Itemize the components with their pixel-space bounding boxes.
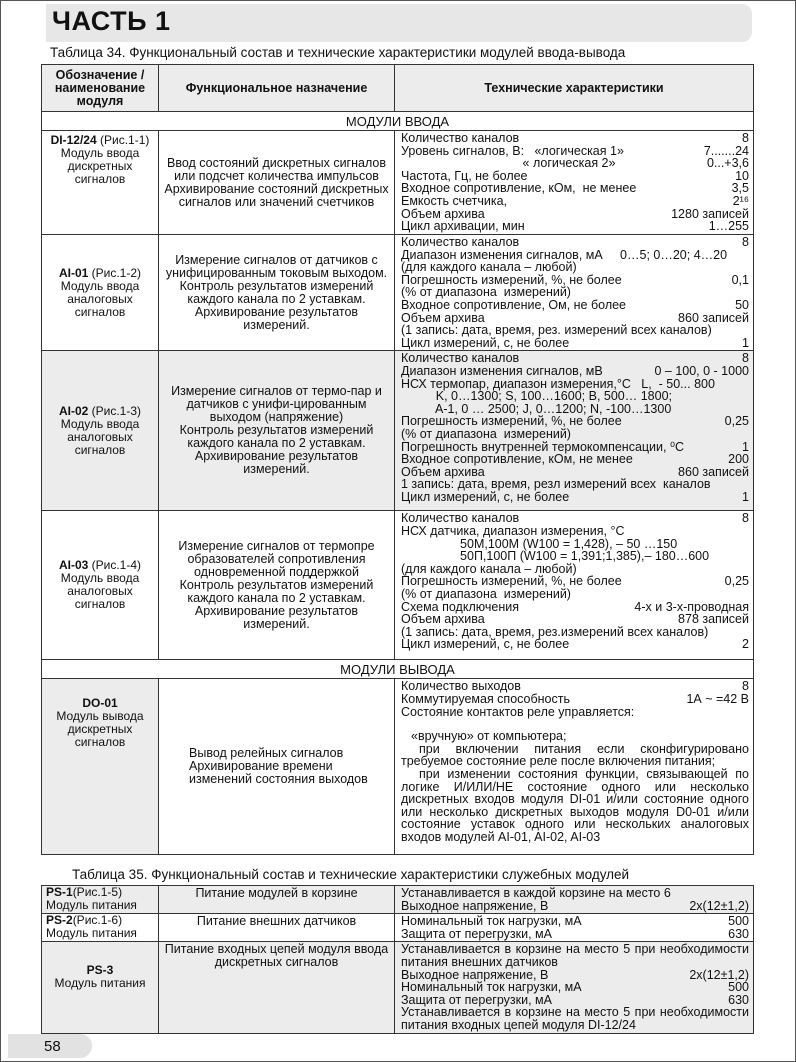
spec-label: (% от диапазона измерений)	[401, 285, 571, 300]
spec-value: 500	[728, 914, 749, 929]
function-line: Архивирование времени изменений состояния выходов	[189, 759, 368, 787]
spec-note: Устанавливается в каждой корзине на место 6	[401, 886, 671, 900]
module-specs-cell	[395, 235, 754, 351]
spec-value: 8	[742, 511, 749, 526]
table-row-di-12-24	[42, 131, 754, 235]
spec-line	[401, 195, 749, 208]
module-specs-cell	[395, 914, 754, 942]
spec-value: 1280 записей	[671, 206, 749, 221]
spec-value: 2х(12±1,2)	[689, 967, 749, 982]
spec-value: 8	[742, 235, 749, 249]
spec-label: Уровень сигналов, В: «логическая 1»	[401, 143, 624, 158]
spec-label: (для каждого канала – любой)	[401, 260, 577, 275]
spec-line	[401, 132, 749, 145]
spec-line	[401, 324, 749, 337]
spec-line	[401, 550, 749, 563]
module-specs-cell	[395, 511, 754, 660]
spec-line	[401, 928, 749, 941]
table-35-caption: Таблица 35. Функциональный состав и технические характеристики служебных модулей	[72, 867, 630, 882]
section-row-input	[42, 112, 754, 131]
module-function-cell	[159, 511, 395, 660]
spec-line	[401, 390, 749, 403]
table-row-ps-3	[42, 942, 754, 1033]
spec-label: Объем архива	[401, 310, 485, 325]
spec-label: Погрешность измерений, %, не более	[401, 414, 622, 429]
spec-value: 200	[728, 452, 749, 467]
spec-label: Объем архива	[401, 612, 485, 627]
function-line: Вывод релейных сигналов	[189, 746, 344, 761]
spec-line	[401, 981, 749, 994]
spec-line	[401, 613, 749, 626]
module-code: DO-01	[82, 696, 118, 711]
module-function-cell	[159, 886, 395, 914]
module-function	[189, 747, 390, 786]
module-specs-cell	[395, 131, 754, 235]
module-figure-ref: (Рис.1-1)	[96, 133, 150, 147]
module-function-cell	[159, 679, 395, 855]
spec-line	[401, 900, 749, 913]
function-line: Архивирование результатов измерений.	[194, 449, 359, 477]
module-name-cell	[42, 679, 159, 855]
spec-label: Номинальный ток нагрузки, мА	[401, 980, 582, 995]
spec-label: Объем архива	[401, 464, 485, 479]
spec-value: 3,5	[731, 181, 749, 196]
function-line: Питание входных цепей модуля ввода дискретных сигналов	[164, 942, 389, 970]
section-row-output	[42, 660, 754, 679]
page-title: ЧАСТЬ 1	[52, 6, 171, 36]
module-figure-ref: (Рис.1-5)	[72, 885, 123, 899]
function-line: Измерение сигналов от датчиков с унифицированным токовым выходом.	[165, 252, 388, 280]
spec-label: Погрешность внутренней термокомпенсации, ⁰С	[401, 439, 685, 454]
module-figure-ref: (Рис.1-6)	[72, 913, 123, 928]
spec-label: Погрешность измерений, %, не более	[401, 574, 622, 589]
spec-value: 8	[742, 679, 749, 694]
module-name: Модуль ввода аналоговых сигналов	[60, 416, 140, 457]
spec-label: Схема подключения	[401, 599, 519, 614]
spec-label: Коммутируемая способность	[401, 691, 570, 706]
module-name-cell	[42, 914, 159, 942]
module-function-cell	[159, 235, 395, 351]
relay-control-paragraph: «вручную» от компьютера;	[411, 729, 567, 744]
section-output-modules: МОДУЛИ ВЫВОДА	[42, 660, 754, 679]
module-function-cell	[159, 351, 395, 511]
page-number: 58	[44, 1038, 61, 1055]
spec-value: 630	[728, 992, 749, 1007]
function-line: Контроль результатов измерений каждого канала по 2 уставкам.	[179, 278, 374, 306]
spec-value: 0,1	[731, 272, 749, 287]
spec-value: 1…255	[708, 219, 749, 234]
spec-label: 50П,100П (W100 = 1,391;1,385),– 180…600	[401, 549, 710, 564]
spec-value: 1	[742, 335, 749, 350]
module-name-cell	[42, 942, 159, 1033]
table-row-do-01	[42, 679, 754, 855]
spec-value: 0,25	[724, 414, 749, 429]
module-name: Модуль питания	[54, 976, 146, 991]
module-name-cell	[42, 351, 159, 511]
spec-label: 1 запись: дата, время, резл измерений всех каналов	[401, 477, 711, 492]
spec-label: Диапазон изменения сигналов, мА 0…5; 0…20; 4…20	[401, 247, 728, 262]
table-row-ps-1	[42, 886, 754, 914]
spec-note: Устанавливается в корзине на место 5 при необходимости питания внешних датчиков	[401, 942, 749, 969]
spec-value: 860 записей	[678, 310, 749, 325]
spec-value: 630	[728, 926, 749, 941]
spec-label: K, 0…1300; S, 100…1600; B, 500… 1800;	[401, 389, 673, 404]
spec-line	[401, 693, 749, 706]
function-line: Питание модулей в корзине	[195, 886, 358, 900]
spec-label: Цикл измерений, с, не более	[401, 489, 570, 504]
module-figure-ref: (Рис.1-4)	[88, 558, 142, 573]
spec-label: НСХ термопар, диапазон измерения,°С L, - 50... 800	[401, 376, 715, 391]
spec-label: Выходное напряжение, В	[401, 967, 549, 982]
table-34	[41, 64, 754, 855]
module-name: Модуль вывода дискретных сигналов	[56, 709, 144, 750]
module-function-cell	[159, 131, 395, 235]
spec-label: Выходное напряжение, В	[401, 898, 549, 913]
spec-line	[401, 428, 749, 441]
function-line: Измерение сигналов от термопре образователей сопротивления одновременной поддержкой	[178, 538, 375, 579]
spec-label: Количество каналов	[401, 511, 520, 526]
spec-label: Частота, Гц, не более	[401, 168, 528, 183]
module-name-cell	[42, 886, 159, 914]
function-line: Контроль результатов измерений каждого канала по 2 уставкам.	[179, 577, 374, 605]
spec-label: Объем архива	[401, 206, 485, 221]
table-header-row	[42, 65, 754, 112]
spec-line	[401, 220, 749, 233]
module-code: AI-01	[58, 265, 89, 280]
module-name: Модуль ввода дискретных сигналов	[60, 146, 140, 186]
spec-label: Входное сопротивление, Ом, не более	[401, 297, 627, 312]
spec-label: Емкость счетчика,	[401, 193, 507, 208]
spec-label: (1 запись: дата, время, рез. измерений всех каналов)	[401, 323, 712, 338]
spec-value: 4-х и 3-х-проводная	[634, 599, 749, 614]
function-line: Архивирование результатов измерений.	[194, 603, 359, 631]
module-name: Модуль ввода аналоговых сигналов	[60, 571, 140, 612]
spec-label: Цикл архивации, мин	[401, 219, 525, 234]
spec-value: 1	[742, 489, 749, 504]
module-specs-cell	[395, 351, 754, 511]
module-name: Модуль питания	[46, 926, 137, 941]
module-code: DI-12/24	[50, 133, 97, 147]
module-code: AI-02	[58, 403, 89, 418]
col-header-function: Функциональное назначение	[159, 65, 395, 112]
module-code: PS-2	[46, 913, 73, 928]
spec-label: Количество выходов	[401, 679, 521, 694]
spec-label: A-1, 0 … 2500; J, 0…1200; N, -100…1300	[401, 401, 672, 416]
function-line: Контроль результатов измерений каждого канала по 2 уставкам.	[179, 423, 374, 451]
module-figure-ref: (Рис.1-2)	[88, 265, 142, 280]
spec-label: Защита от перегрузки, мА	[401, 926, 552, 941]
spec-value: 2¹⁶	[732, 193, 749, 208]
spec-value: 860 записей	[678, 464, 749, 479]
spec-label: Погрешность измерений, %, не более	[401, 272, 622, 287]
table-row-ai-02	[42, 351, 754, 511]
col-header-specs: Технические характеристики	[395, 65, 754, 112]
module-name: Модуль ввода аналоговых сигналов	[60, 278, 140, 319]
table-row-ps-2	[42, 914, 754, 942]
spec-label: Цикл измерений, с, не более	[401, 335, 570, 350]
relay-control-paragraph: при включении питания если сконфигурировано требуемое состояние реле после включения питания;	[401, 741, 749, 769]
module-specs-cell	[395, 679, 754, 855]
spec-value: 10	[735, 168, 749, 183]
spec-line	[401, 638, 749, 651]
spec-line	[401, 915, 749, 928]
module-name-cell	[42, 511, 159, 660]
spec-line	[401, 588, 749, 601]
section-input-modules: МОДУЛИ ВВОДА	[42, 112, 754, 131]
spec-note: Устанавливается в корзине на место 5 при необходимости питания входных цепей модуля DI-12/24	[401, 1005, 749, 1032]
spec-line	[401, 365, 749, 378]
spec-label: Цикл измерений, с, не более	[401, 637, 570, 652]
function-line: Архивирование результатов измерений.	[194, 304, 359, 332]
spec-value: 0 – 100, 0 - 1000	[654, 363, 749, 378]
spec-line	[401, 299, 749, 312]
spec-label: (% от диапазона измерений)	[401, 426, 571, 441]
spec-label: Диапазон изменения сигналов, мВ	[401, 363, 603, 378]
spec-label: 50М,100М (W100 = 1,428), – 50 …150	[401, 536, 678, 551]
module-specs-cell	[395, 942, 754, 1033]
spec-line	[401, 157, 749, 170]
spec-line	[401, 491, 749, 504]
spec-line	[401, 525, 749, 538]
module-code: AI-03	[58, 558, 89, 573]
spec-line	[401, 261, 749, 274]
spec-label: (1 запись: дата, время, рез.измерений всех каналов)	[401, 624, 709, 639]
spec-label: Входное сопротивление, кОм, не менее	[401, 181, 637, 196]
spec-value: 8	[742, 131, 749, 145]
spec-label: НСХ датчика, диапазон измерения, °С	[401, 523, 625, 538]
module-figure-ref: (Рис.1-3)	[88, 403, 142, 418]
spec-value: 1	[742, 439, 749, 454]
spec-label: Количество каналов	[401, 235, 520, 249]
table-35	[41, 885, 754, 1034]
spec-line	[401, 337, 749, 350]
spec-value: 2х(12±1,2)	[689, 898, 749, 913]
module-specs-cell	[395, 886, 754, 914]
spec-value: 500	[728, 980, 749, 995]
spec-label: Состояние контактов реле управляется:	[401, 704, 635, 719]
spec-value: 0...+3,6	[706, 156, 749, 171]
spec-value: 878 записей	[678, 612, 749, 627]
module-code: PS-3	[86, 963, 114, 978]
spec-line	[401, 453, 749, 466]
function-line: Питание внешних датчиков	[196, 914, 357, 929]
module-name-cell	[42, 235, 159, 351]
spec-line	[401, 236, 749, 249]
function-line: Измерение сигналов от термо-пар и датчиков с унифи-цированным выходом (напряжение)	[171, 384, 382, 425]
spec-label: Номинальный ток нагрузки, мА	[401, 914, 582, 929]
spec-label: Количество каналов	[401, 351, 520, 366]
module-name-cell	[42, 131, 159, 235]
module-code: PS-1	[46, 885, 73, 899]
function-line: Архивирование состояний дискретных сигналов или значений счетчиков	[164, 181, 389, 209]
relay-control-paragraph: при изменении состояния функции, связывающей по логике И/ИЛИ/НЕ состояние одного или несколько дискретных входов модуля DI-01 и/или состояние одного или несколько дискретных выходов модуля D0-01 и/или состояние уставок одного или нескольких аналоговых входов модулей AI-01, AI-02, AI-03	[401, 766, 749, 844]
spec-label: Входное сопротивление, кОм, не менее	[401, 452, 633, 467]
spec-line	[401, 706, 749, 719]
spec-label: « логическая 2»	[401, 156, 616, 171]
table-row-ai-01	[42, 235, 754, 351]
module-function-cell	[159, 942, 395, 1033]
spec-value: 0,25	[724, 574, 749, 589]
spec-line	[401, 478, 749, 491]
spec-value: 2	[742, 637, 749, 652]
col-header-designation: Обозначение /наименование модуля	[42, 65, 159, 112]
spec-value: 1А ~ =42 В	[686, 691, 749, 706]
table-row-ai-03	[42, 511, 754, 660]
module-name: Модуль питания	[46, 898, 137, 912]
function-line: Ввод состояний дискретных сигналов или подсчет количества импульсов	[166, 155, 386, 183]
spec-label: Количество каналов	[401, 131, 520, 145]
spec-value: 50	[735, 297, 749, 312]
spec-value: 8	[742, 351, 749, 366]
table-34-caption: Таблица 34. Функциональный состав и технические характеристики модулей ввода-вывода	[50, 45, 626, 60]
spec-label: (% от диапазона измерений)	[401, 586, 571, 601]
spec-label: (для каждого канала – любой)	[401, 561, 577, 576]
spec-value: 7.......24	[703, 143, 749, 158]
spec-label: Защита от перегрузки, мА	[401, 992, 552, 1007]
module-function-cell	[159, 914, 395, 942]
